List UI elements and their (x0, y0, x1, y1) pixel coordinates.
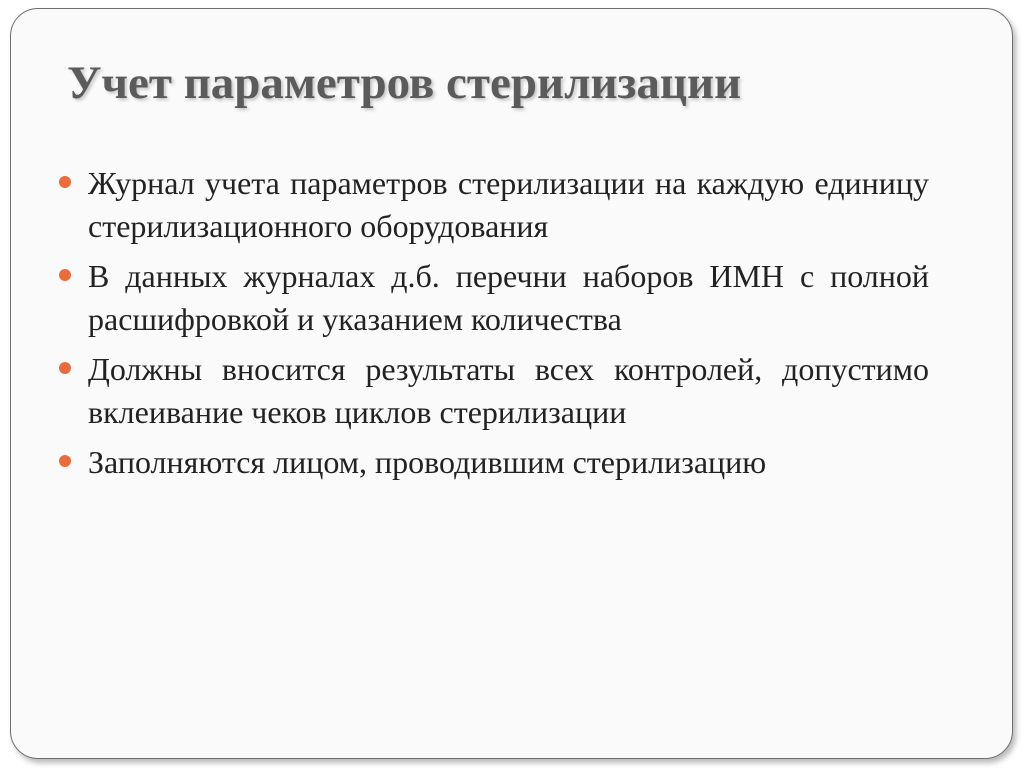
bullet-dot-icon (59, 455, 71, 467)
bullet-item (59, 348, 929, 434)
bullet-list (59, 162, 929, 491)
bullet-dot-icon (59, 269, 71, 281)
bullet-dot-icon (59, 176, 71, 188)
bullet-item (59, 255, 929, 341)
bullet-dot-icon (59, 362, 71, 374)
bullet-item (59, 162, 929, 248)
bullet-text: Заполняются лицом, проводившим стерилизацию (88, 444, 767, 480)
slide-frame (10, 8, 1013, 759)
bullet-text: В данных журналах д.б. перечни наборов ИМН с полной расшифровкой и указанием количества (88, 258, 929, 337)
bullet-text: Журнал учета параметров стерилизации на каждую единицу стерилизационного оборудования (88, 165, 929, 244)
bullet-text: Должны вносится результаты всех контролей, допустимо вклеивание чеков циклов стерилизации (88, 351, 929, 430)
slide-title: Учет параметров стерилизации (67, 57, 742, 109)
bullet-item (59, 441, 929, 484)
